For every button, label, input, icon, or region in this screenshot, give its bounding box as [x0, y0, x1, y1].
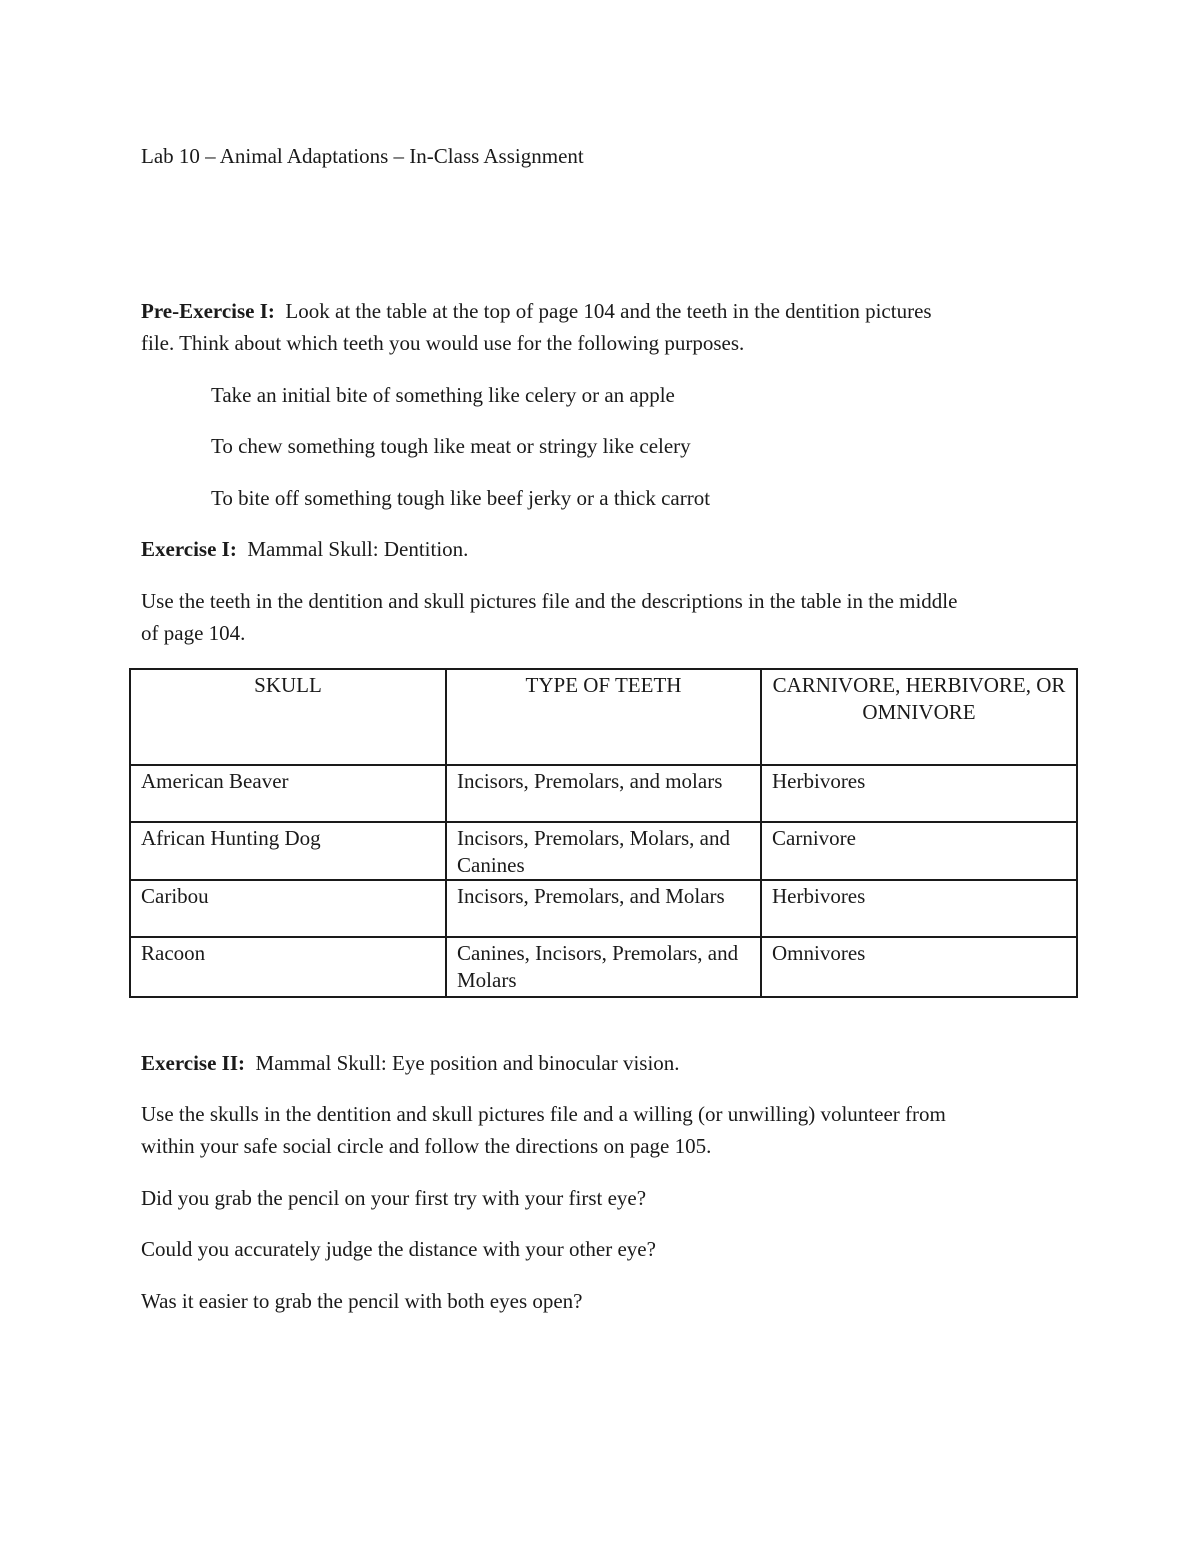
pre-exercise-label: Pre-Exercise I: — [141, 299, 275, 323]
exercise-2-heading — [141, 1047, 680, 1079]
cell-skull: African Hunting Dog — [130, 822, 446, 880]
cell-skull: Caribou — [130, 880, 446, 937]
dentition-table — [129, 668, 1078, 998]
pre-exercise-text-2: file. Think about which teeth you would use for the following purposes. — [141, 331, 745, 355]
exercise-2-question: Could you accurately judge the distance with your other eye? — [141, 1237, 656, 1261]
cell-diet: Carnivore — [761, 822, 1077, 880]
exercise-1-heading — [141, 533, 468, 565]
pre-exercise-item: To chew something tough like meat or stringy like celery — [211, 434, 691, 458]
table-header-row — [130, 669, 1077, 765]
header-diet: CARNIVORE, HERBIVORE, OR OMNIVORE — [761, 669, 1077, 765]
header-skull: SKULL — [130, 669, 446, 765]
cell-teeth: Canines, Incisors, Premolars, and Molars — [446, 937, 761, 997]
cell-diet: Herbivores — [761, 765, 1077, 822]
cell-teeth: Incisors, Premolars, and molars — [446, 765, 761, 822]
exercise-2-label: Exercise II: — [141, 1051, 246, 1075]
pre-exercise-item: Take an initial bite of something like celery or an apple — [211, 383, 675, 407]
cell-diet: Herbivores — [761, 880, 1077, 937]
exercise-2-title: Mammal Skull: Eye position and binocular vision. — [255, 1051, 680, 1075]
pre-exercise-item: To bite off something tough like beef jerky or a thick carrot — [211, 486, 711, 510]
exercise-1-instructions-line-2: of page 104. — [141, 621, 246, 645]
header-type-of-teeth: TYPE OF TEETH — [446, 669, 761, 765]
cell-teeth: Incisors, Premolars, Molars, and Canines — [446, 822, 761, 880]
exercise-1-title: Mammal Skull: Dentition. — [247, 537, 469, 561]
exercise-2-question: Was it easier to grab the pencil with both eyes open? — [141, 1289, 583, 1313]
exercise-1-label: Exercise I: — [141, 537, 237, 561]
pre-exercise-text-1: Look at the table at the top of page 104 and the teeth in the dentition pictures — [285, 299, 932, 323]
exercise-1-instructions-line-1: Use the teeth in the dentition and skull pictures file and the descriptions in the table in the middle — [141, 589, 958, 613]
pre-exercise-paragraph-line-1 — [141, 295, 932, 327]
cell-skull: American Beaver — [130, 765, 446, 822]
exercise-2-question: Did you grab the pencil on your first try with your first eye? — [141, 1186, 647, 1210]
cell-skull: Racoon — [130, 937, 446, 997]
table-row — [130, 937, 1077, 997]
cell-teeth: Incisors, Premolars, and Molars — [446, 880, 761, 937]
table-row — [130, 765, 1077, 822]
cell-diet: Omnivores — [761, 937, 1077, 997]
page-title: Lab 10 – Animal Adaptations – In-Class Assignment — [141, 144, 584, 168]
table-row — [130, 880, 1077, 937]
table-row — [130, 822, 1077, 880]
exercise-2-instructions-line-2: within your safe social circle and follow the directions on page 105. — [141, 1134, 712, 1158]
exercise-2-instructions-line-1: Use the skulls in the dentition and skull pictures file and a willing (or unwilling) volunteer from — [141, 1102, 946, 1126]
